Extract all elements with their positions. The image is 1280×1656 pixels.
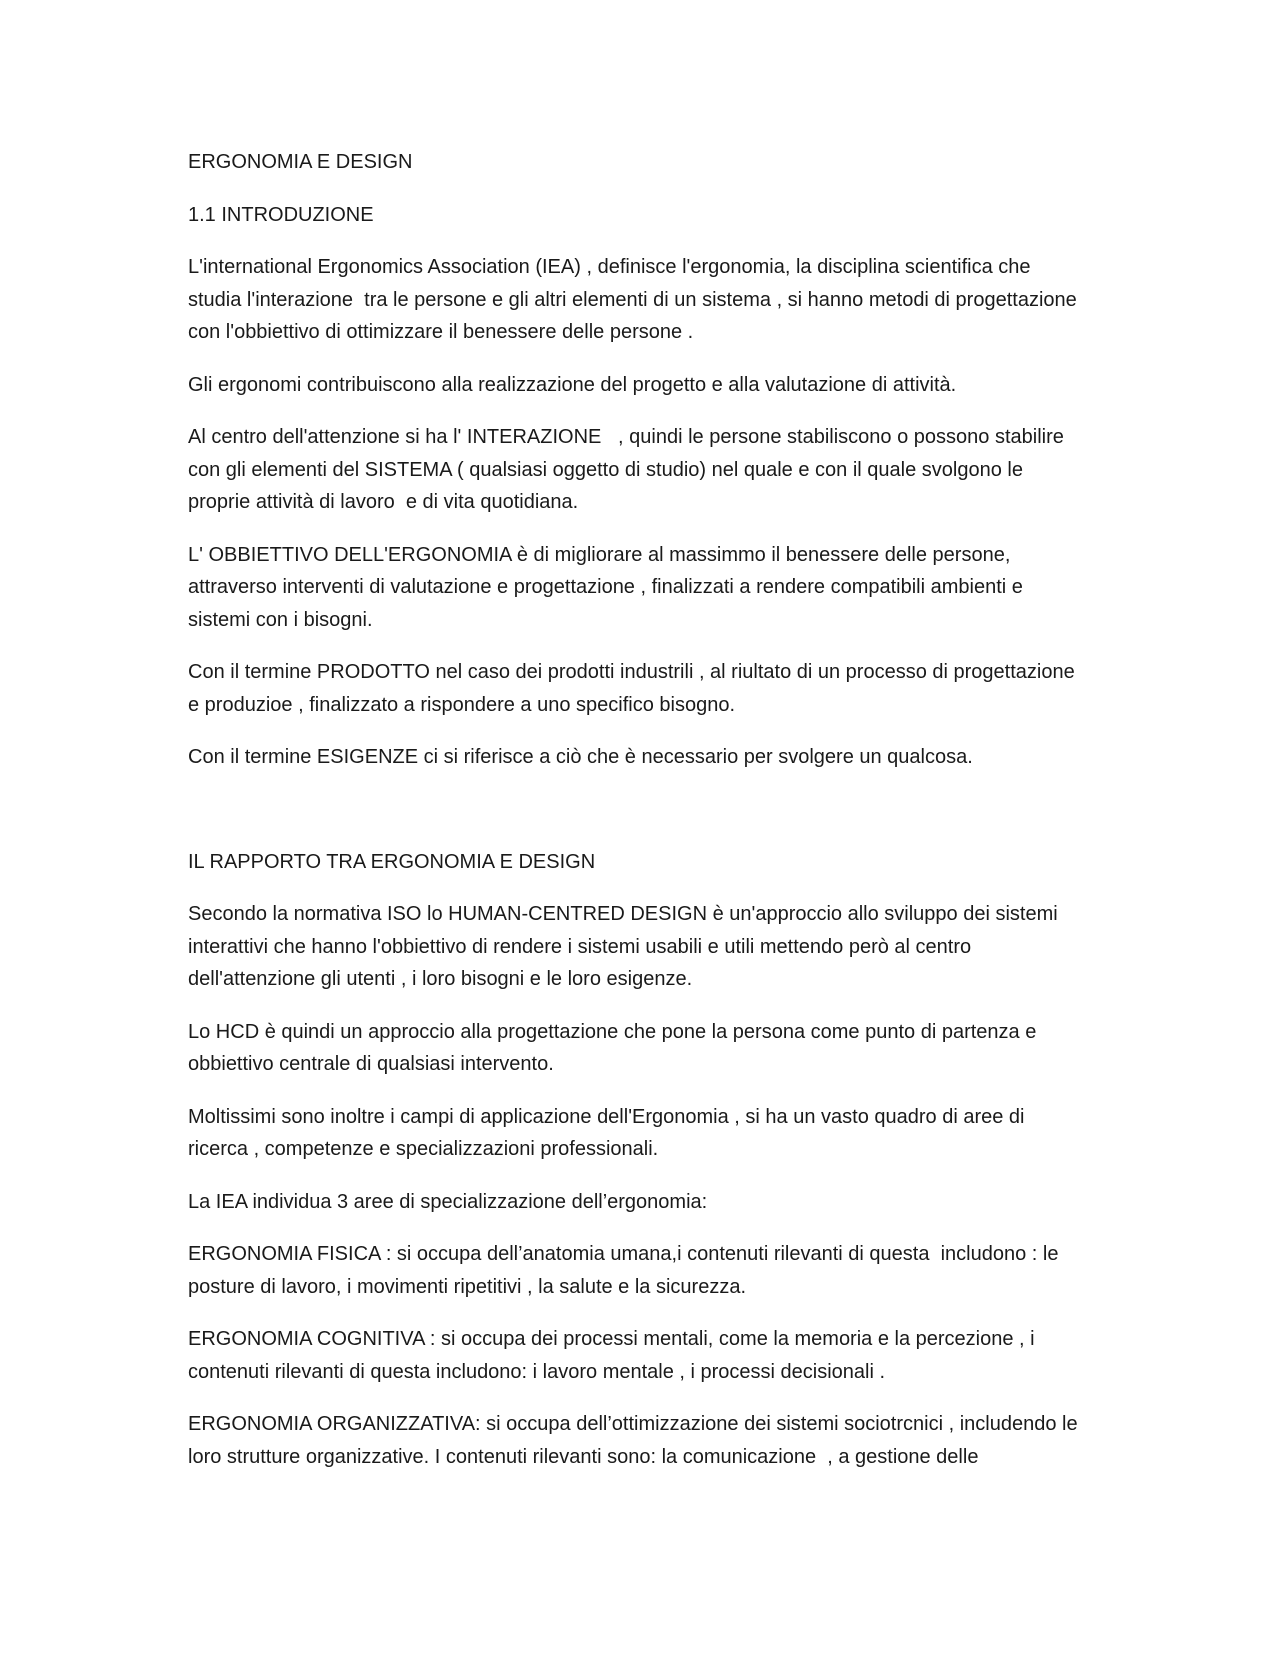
section-heading-introduzione: 1.1 INTRODUZIONE <box>188 203 374 226</box>
paragraph-ergonomia-fisica: ERGONOMIA FISICA : si occupa dell’anatomia umana,i contenuti rilevanti di questa includono : le posture di lavoro, i movimenti ripetitivi , la salute e la sicurezza. <box>188 1243 1065 1298</box>
paragraph-ergonomi: Gli ergonomi contribuiscono alla realizzazione del progetto e alla valutazione di attività. <box>188 373 957 396</box>
paragraph-prodotto: Con il termine PRODOTTO nel caso dei prodotti industrili , al riultato di un processo di progettazione e produzioe , finalizzato a rispondere a uno specifico bisogno. <box>188 661 1081 716</box>
paragraph-ergonomia-cognitiva: ERGONOMIA COGNITIVA : si occupa dei processi mentali, come la memoria e la percezione , i contenuti rilevanti di questa includono: i lavoro mentale , i processi decisionali . <box>188 1328 1041 1383</box>
document-title: ERGONOMIA E DESIGN <box>188 151 413 173</box>
paragraph-aree-specializzazione: La IEA individua 3 aree di specializzazione dell’ergonomia: <box>188 1190 708 1213</box>
document-body <box>188 146 1088 1493</box>
paragraph-esigenze: Con il termine ESIGENZE ci si riferisce a ciò che è necessario per svolgere un qualcosa. <box>188 746 973 768</box>
paragraph-iso-hcd: Secondo la normativa ISO lo HUMAN-CENTRED DESIGN è un'approccio allo sviluppo dei sistemi interattivi che hanno l'obbiettivo di rendere i sistemi usabili e utili mettendo però al centro dell'attenzione gli utenti , i loro bisogni e le loro esigenze. <box>188 903 1064 990</box>
paragraph-interazione: Al centro dell'attenzione si ha l' INTERAZIONE , quindi le persone stabiliscono o possono stabilire con gli elementi del SISTEMA ( qualsiasi oggetto di studio) nel quale e con il quale svolgono le proprie attività di lavoro e di vita quotidiana. <box>188 426 1070 513</box>
section-heading-rapporto: IL RAPPORTO TRA ERGONOMIA E DESIGN <box>188 850 596 873</box>
paragraph-ergonomia-organizzativa: ERGONOMIA ORGANIZZATIVA: si occupa dell’ottimizzazione dei sistemi sociotrcnici , includendo le loro strutture organizzative. I contenuti rilevanti sono: la comunicazione , a gestione delle <box>188 1413 1084 1468</box>
paragraph-obbiettivo: L' OBBIETTIVO DELL'ERGONOMIA è di migliorare al massimmo il benessere delle persone, attraverso interventi di valutazione e progettazione , finalizzati a rendere compatibili ambienti e sistemi con i bisogni. <box>188 543 1029 631</box>
paragraph-iea-definition: L'international Ergonomics Association (IEA) , definisce l'ergonomia, la disciplina scientifica che studia l'interazione tra le persone e gli altri elementi di un sistema , si hanno metodi di progettazione con l'obbiettivo di ottimizzare il benessere delle persone . <box>188 256 1083 343</box>
paragraph-campi-applicazione: Moltissimi sono inoltre i campi di applicazione dell'Ergonomia , si ha un vasto quadro di aree di ricerca , competenze e specializzazioni professionali. <box>188 1105 1031 1160</box>
paragraph-hcd-approccio: Lo HCD è quindi un approccio alla progettazione che pone la persona come punto di partenza e obbiettivo centrale di qualsiasi intervento. <box>188 1020 1042 1075</box>
